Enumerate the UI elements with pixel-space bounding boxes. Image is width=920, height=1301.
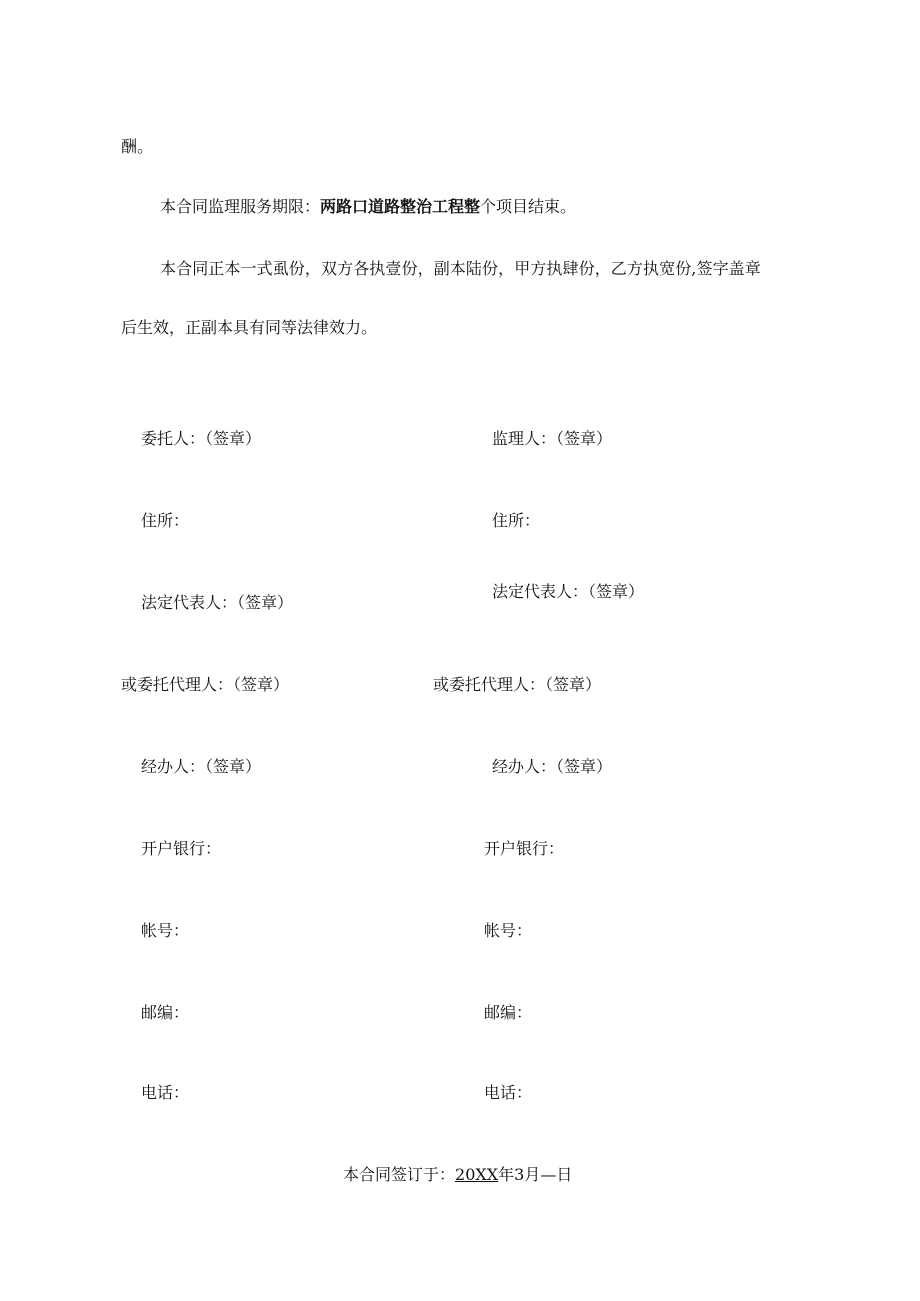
service-term-prefix: 本合同监理服务期限： [160,197,321,216]
client-legal-rep-label: 法定代表人：（签章） [141,593,294,612]
signing-date [343,1165,572,1185]
client-signature-label: 委托人：（签章） [141,429,262,448]
project-name: 两路口道路整治工程整 [320,197,481,216]
supervisor-agent-label: 或委托代理人：（签章） [433,675,602,694]
signing-date-prefix: 本合同签订于： [343,1165,456,1184]
signing-date-rest: 年3月—日 [498,1165,573,1184]
supervisor-address-label: 住所： [492,511,541,530]
client-postcode-label: 邮编： [141,1003,190,1022]
supervisor-account-label: 帐号： [484,921,533,940]
client-account-label: 帐号： [141,921,190,940]
copies-paragraph-line-2: 后生效，正副本具有同等法律效力。 [121,318,378,337]
service-term-suffix: 个项目结束。 [480,197,577,216]
client-bank-label: 开户银行： [141,839,222,858]
paragraph-continuation: 酬。 [121,137,154,156]
signing-year: 20XX [455,1165,499,1184]
supervisor-legal-rep-label: 法定代表人：（签章） [492,582,645,601]
supervisor-phone-label: 电话： [484,1083,533,1102]
supervisor-signature-label: 监理人：（签章） [492,429,613,448]
client-handler-label: 经办人：（签章） [141,757,262,776]
client-phone-label: 电话： [141,1083,190,1102]
supervisor-postcode-label: 邮编： [484,1003,533,1022]
copies-paragraph-line-1: 本合同正本一式虱份，双方各执壹份，副本陆份，甲方执肆份，乙方执宽份,签字盖章 [160,259,761,278]
supervisor-handler-label: 经办人：（签章） [492,757,613,776]
client-agent-label: 或委托代理人：（签章） [121,675,290,694]
service-term-paragraph [160,197,576,217]
supervisor-bank-label: 开户银行： [484,839,565,858]
client-address-label: 住所： [141,511,190,530]
